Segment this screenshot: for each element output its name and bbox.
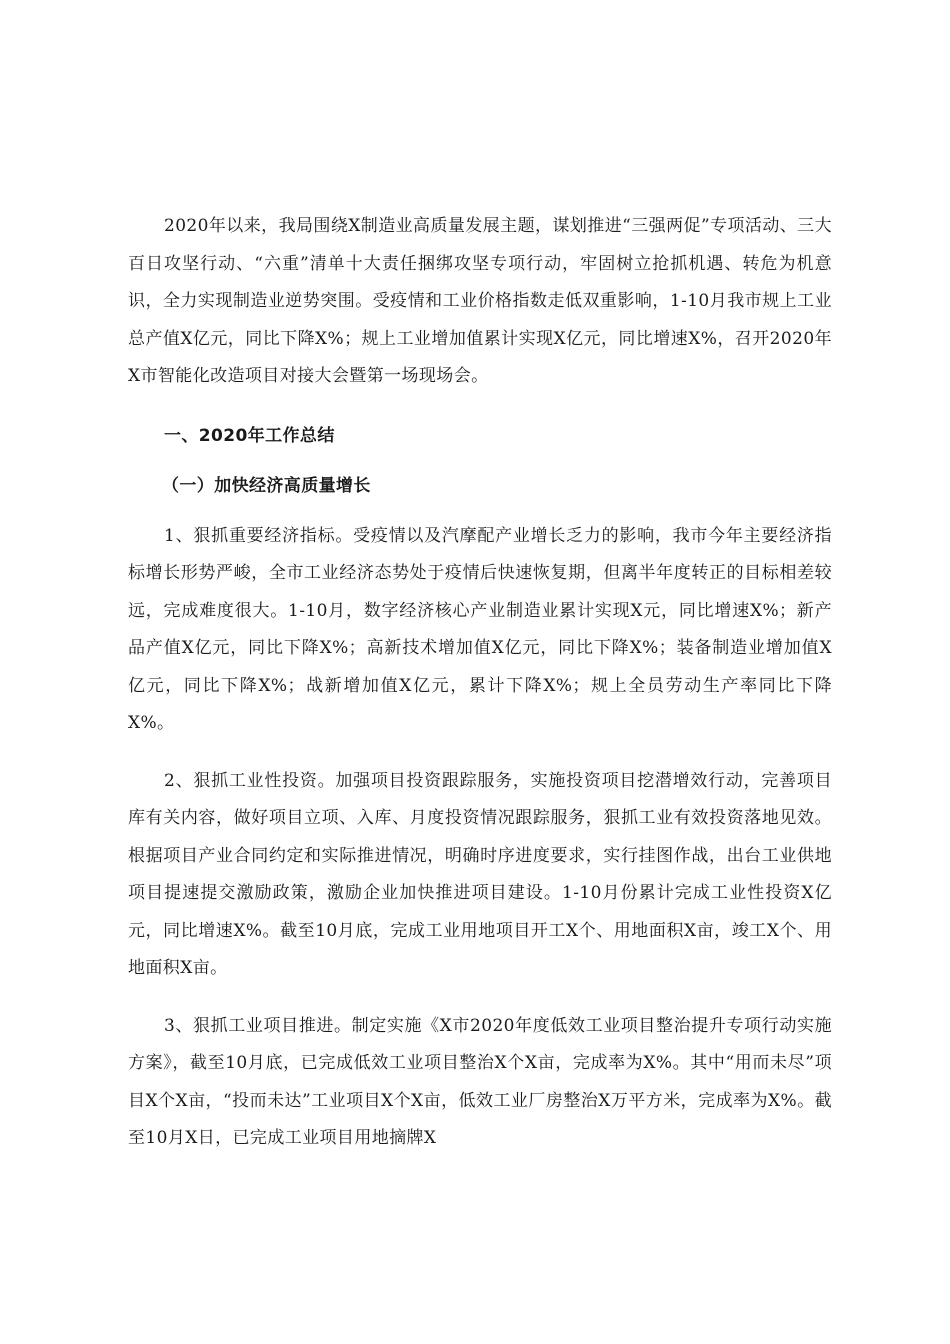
paragraph-item-3: 3、狠抓工业项目推进。制定实施《X市2020年度低效工业项目整治提升专项行动实施方案》，截至10月底，已完成低效工业项目整治X个X亩，完成率为X%。其中“用而未尽”项目X个X亩，“投而未达”工业项目X个X亩，低效工业厂房整治X万平方米，完成率为X%。截至10月X日，已完成工业项目用地摘牌X	[128, 1015, 832, 1148]
section-heading: 一、2020年工作总结	[164, 425, 335, 446]
paragraph-item-1: 1、狠抓重要经济指标。受疫情以及汽摩配产业增长乏力的影响，我市今年主要经济指标增长形势严峻，全市工业经济态势处于疫情后快速恢复期，但离半年度转正的目标相差较远，完成难度很大。1-10月，数字经济核心产业制造业累计实现X元，同比增速X%；新产品产值X亿元，同比下降X%；高新技术增加值X亿元，同比下降X%；装备制造业增加值X亿元，同比下降X%；战新增加值X亿元，累计下降X%；规上全员劳动生产率同比下降X%。	[128, 525, 832, 733]
paragraph-item-2: 2、狠抓工业性投资。加强项目投资跟踪服务，实施投资项目挖潜增效行动，完善项目库有关内容，做好项目立项、入库、月度投资情况跟踪服务，狠抓工业有效投资落地见效。根据项目产业合同约定和实际推进情况，明确时序进度要求，实行挂图作战，出台工业供地项目提速提交激励政策，激励企业加快推进项目建设。1-10月份累计完成工业性投资X亿元，同比增速X%。截至10月底，完成工业用地项目开工X个、用地面积X亩，竣工X个、用地面积X亩。	[128, 770, 832, 978]
document-body	[128, 208, 832, 1178]
intro-paragraph: 2020年以来，我局围绕X制造业高质量发展主题，谋划推进“三强两促”专项活动、三大百日攻坚行动、“六重”清单十大责任捆绑攻坚专项行动，牢固树立抢抓机遇、转危为机意识，全力实现制造业逆势突围。受疫情和工业价格指数走低双重影响，1-10月我市规上工业总产值X亿元，同比下降X%；规上工业增加值累计实现X亿元，同比增速X%，召开2020年X市智能化改造项目对接大会暨第一场现场会。	[128, 216, 832, 386]
subsection-heading: （一）加快经济高质量增长	[162, 475, 371, 496]
